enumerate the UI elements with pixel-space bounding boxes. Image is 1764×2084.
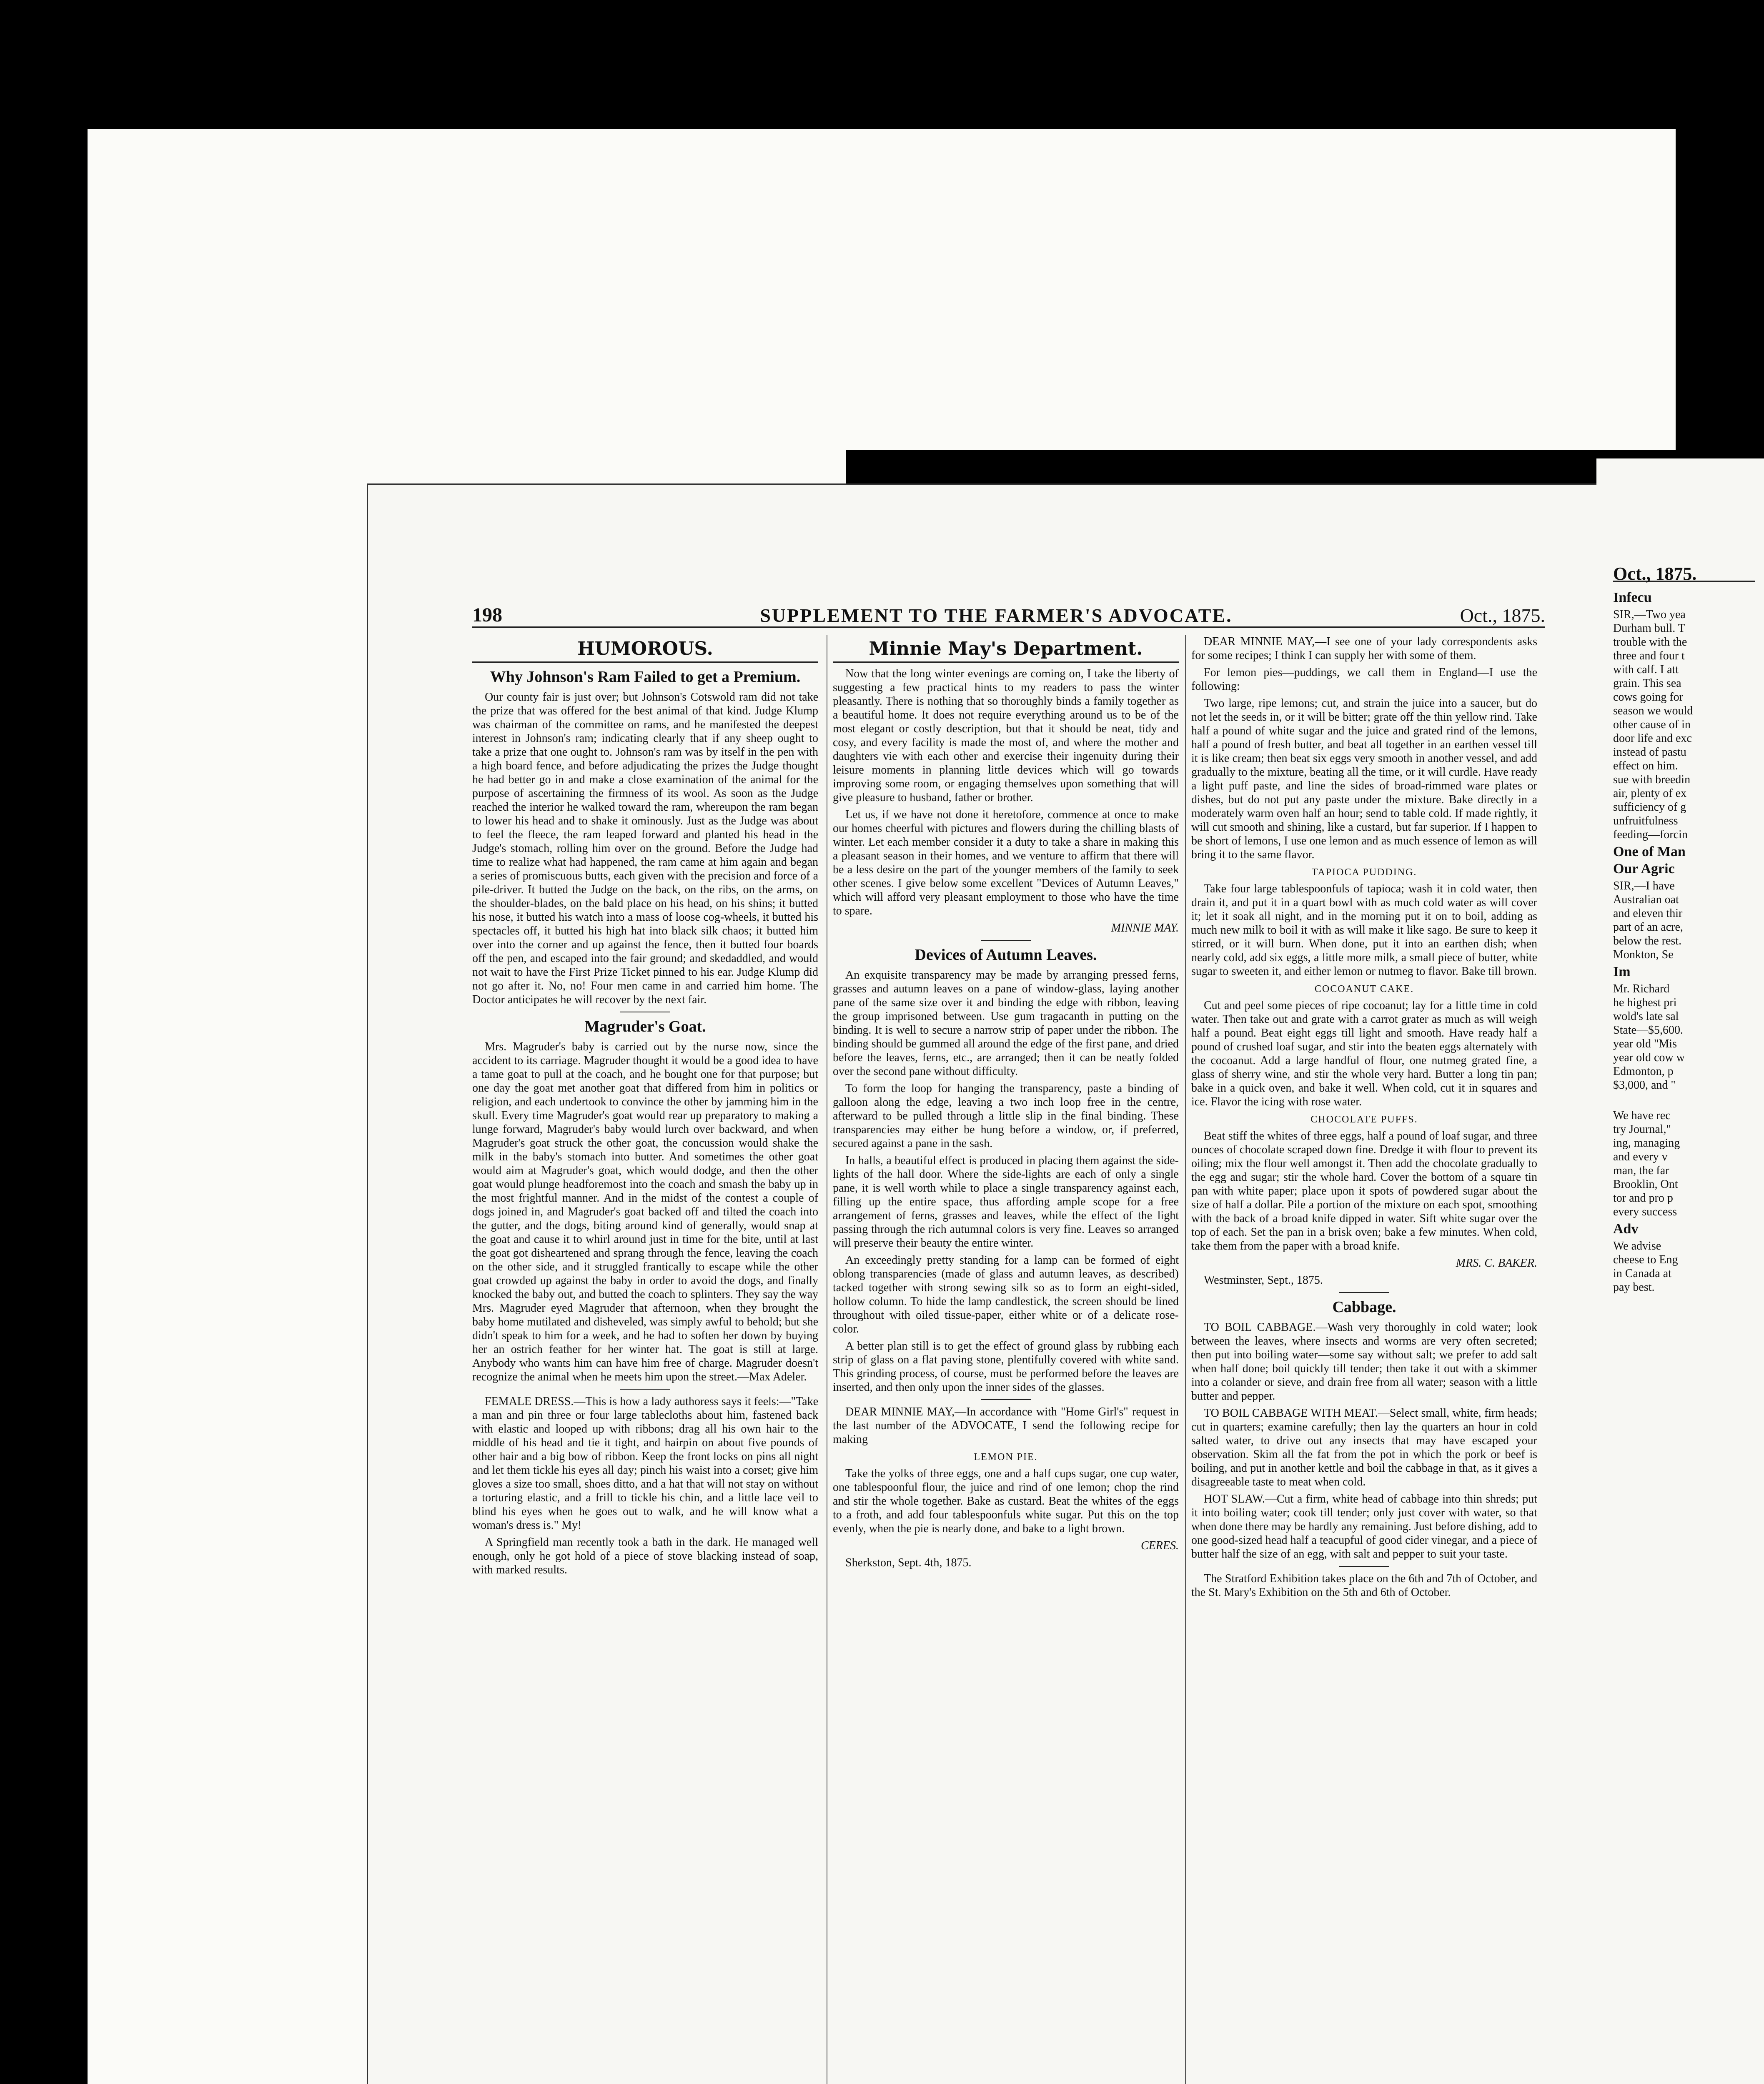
adjacent-line: year old cow w <box>1613 1051 1685 1064</box>
adjacent-heading: Adv <box>1613 1221 1639 1237</box>
adjacent-page-header: Oct., 1875. <box>1613 567 1755 582</box>
adjacent-line: Australian oat <box>1613 893 1679 906</box>
adjacent-line: he highest pri <box>1613 996 1677 1009</box>
adjacent-line: in Canada at <box>1613 1267 1671 1280</box>
divider <box>1339 1566 1389 1567</box>
article-paragraph: An exquisite transparency may be made by arranging pressed ferns, grasses and autumn leaves on a pane of window-glass, laying another pane of the same size over it and binding the edge with ribbon, leaving the group imprisoned between. Use gum tragacanth in putting on the binding. It is well to secure a narrow strip of paper under the ribbon. The binding should be gummed all around the edge of the first pane, and dried before the leaves, ferns, etc., are arranged; then it can be neatly folded over the second pane without difficulty. <box>833 969 1179 1078</box>
adjacent-line: cheese to Eng <box>1613 1253 1678 1266</box>
article-paragraph: TO BOIL CABBAGE WITH MEAT.—Select small, white, firm heads; cut in quarters; examine carefully; then lay the quarters an hour in cold salted water, to drive out any insects that may have escaped your observation. Skim all the fat from the pot in which the pork or beef is boiling, and put in another kettle and boil the cabbage in that, as it gives a disagreeable taste to meat when cold. <box>1191 1407 1537 1488</box>
adjacent-line: and eleven thir <box>1613 907 1683 920</box>
article-paragraph: A better plan still is to get the effect of ground glass by rubbing each strip of glass on a flat paving stone, plentifully covered with white sand. This grinding process, of course, must be performed before the leaves are inserted, and then only upon the inner sides of the glasses. <box>833 1340 1179 1394</box>
page-header <box>472 593 1545 628</box>
article-title: Cabbage. <box>1332 1298 1396 1316</box>
divider <box>981 1399 1031 1400</box>
adjacent-line: Edmonton, p <box>1613 1065 1674 1078</box>
adjacent-line: $3,000, and " <box>1613 1079 1676 1092</box>
divider <box>981 940 1031 941</box>
adjacent-line: tor and pro p <box>1613 1192 1673 1205</box>
section-title-humorous: HUMOROUS. <box>472 640 818 663</box>
adjacent-line: door life and exc <box>1613 732 1692 745</box>
column-rule <box>1185 635 1186 2084</box>
column-minnie-may <box>833 635 1179 1573</box>
adjacent-line: and every v <box>1613 1150 1668 1163</box>
adjacent-line: year old "Mis <box>1613 1037 1677 1050</box>
adjacent-line: air, plenty of ex <box>1613 787 1687 800</box>
adjacent-line: wold's late sal <box>1613 1010 1679 1023</box>
article-paragraph: In halls, a beautiful effect is produced in placing them against the side-lights of the hall door. Where the side-lights are each of only a single pane, it is well worth while to place a single transparency against each, filling up the entire space, thus affording ample scope for a free arrangement of ferns, grasses and leaves, while the effect of the light passing through the rich autumnal colors is very fine. Leaves so arranged will preserve their beauty the entire winter. <box>833 1154 1179 1250</box>
article-paragraph: DEAR MINNIE MAY,—In accordance with "Home Girl's" request in the last number of the ADVOCATE, I send the following recipe for making <box>833 1405 1179 1446</box>
signature: MINNIE MAY. <box>1111 922 1179 934</box>
article-paragraph: FEMALE DRESS.—This is how a lady authoress says it feels:—"Take a man and pin three or four large tablecloths about him, fastened back with elastic and looped up with ribbons; drag all his own hair to the middle of his head and tie it tight, and hairpin on about five pounds of other hair and a big bow of ribbon. Keep the front locks on pins all night and let them tickle his eyes all day; pinch his waist into a corset; give him gloves a size too small, shoes ditto, and a hat that will not stay on without a torturing elastic, and a frill to tickle his chin, and a little lace veil to blind his eyes when he goes out to walk, and he will know what a woman's dress is." My! <box>472 1395 818 1532</box>
section-title-minnie-may: Minnie May's Department. <box>833 640 1179 663</box>
adjacent-line: ing, managing <box>1613 1137 1680 1150</box>
adjacent-line: sufficiency of g <box>1613 801 1686 814</box>
adjacent-lines <box>1613 982 1755 1092</box>
article-paragraph: Let us, if we have not done it heretofore, commence at once to make our homes cheerful with pictures and flowers during the chilling blasts of winter. Let each member consider it a duty to take a share in making this a pleasant season in their homes, and we venture to affirm that there will be a less desire on the part of the younger members of the family to seek other scenes. I give below some excellent "Devices of Autumn Leaves," which will afford very pleasant employment to those who have the time to spare. <box>833 808 1179 917</box>
adjacent-lines <box>1613 1109 1755 1219</box>
article-paragraph: Take the yolks of three eggs, one and a half cups sugar, one cup water, one tablespoonful flour, the juice and rind of one lemon; chop the rind and stir the whole together. Bake as custard. Beat the whites of the eggs to a froth, and add four tablespoonfuls white sugar. Put this on the top evenly, when the pie is nearly done, and bake to a light brown. <box>833 1467 1179 1535</box>
article-paragraph: Cut and peel some pieces of ripe cocoanut; lay for a little time in cold water. Then take out and grate with a carrot grater as much as will weigh half a pound. Beat eight eggs till light and smooth. Have ready half a pound of crushed loaf sugar, and stir into the beaten eggs alternately with the cocoanut. Add a large handful of flour, one nutmeg grated fine, a glass of sherry wine, and stir the whole very hard. Butter a long tin pan; bake in a quick oven, and bake it well. When cold, cut it in squares and ice. Flavor the icing with rose water. <box>1191 999 1537 1108</box>
adjacent-line: part of an acre, <box>1613 921 1683 934</box>
adjacent-heading: One of Man <box>1613 844 1686 859</box>
adjacent-line: We advise <box>1613 1240 1661 1252</box>
adjacent-line: effect on him. <box>1613 759 1678 772</box>
divider <box>1339 1292 1389 1293</box>
adjacent-line: Brooklin, Ont <box>1613 1178 1678 1191</box>
adjacent-line: man, the far <box>1613 1164 1669 1177</box>
article-paragraph: Now that the long winter evenings are coming on, I take the liberty of suggesting a few practical hints to my readers to pass the winter pleasantly. There is nothing that so thoroughly binds a family together as a beautiful home. It does not require everything around us to be of the most elegant or costly description, but that it should be neat, tidy and cosy, and every facility is made the most of, and where the mother and daughters vie with each other and exercise their ingenuity during their leisure moments in planning little devices which will go towards improving some room, or engaging themselves upon something that will give pleasure to husband, father or brother. <box>833 667 1179 804</box>
column-humorous <box>472 635 818 1580</box>
article-paragraph: Two large, ripe lemons; cut, and strain the juice into a saucer, but do not let the seeds in, or it will be bitter; grate off the thin yellow rind. Take half a pound of white sugar and the juice and grated rind of the lemons, half a pound of fresh butter, and beat all together in an earthen vessel till it is like cream; then beat six eggs very smooth in another vessel, and add gradually to the mixture, beating all the time, or it will curdle. Have ready a light puff paste, and line the sides of broad-rimmed ware plates or dishes, but do not put any paste under the mixture. Bake directly in a moderately warm oven half an hour; send to table cold. If made rightly, it will cut smooth and shining, like a custard, but far superior. If I happen to be short of lemons, I use one lemon and as much essence of lemon as will bring it to the same flavor. <box>1191 697 1537 861</box>
newspaper-page <box>367 483 1601 2084</box>
adjacent-line: State—$5,600. <box>1613 1024 1683 1037</box>
recipe-heading: LEMON PIE. <box>974 1452 1038 1463</box>
notice-paragraph: The Stratford Exhibition takes place on the 6th and 7th of October, and the St. Mary's Exhibition on the 5th and 6th of October. <box>1191 1572 1537 1599</box>
article-paragraph: HOT SLAW.—Cut a firm, white head of cabbage into thin shreds; put it into boiling water; cook till tender; only just cover with water, so that when done there may be hardly any remaining. Just before dishing, add to one good-sized head half a teacupful of good cider vinegar, and a piece of butter half the size of an egg, with salt and pepper to suit your taste. <box>1191 1493 1537 1560</box>
recipe-heading: TAPIOCA PUDDING. <box>1311 867 1417 878</box>
article-paragraph: For lemon pies—puddings, we call them in England—I use the following: <box>1191 666 1537 693</box>
divider <box>620 1389 670 1390</box>
adjacent-lines <box>1613 879 1755 962</box>
recipe-heading: COCOANUT CAKE. <box>1314 984 1414 994</box>
adjacent-line: every success <box>1613 1205 1677 1218</box>
adjacent-line: season we would <box>1613 704 1693 717</box>
adjacent-line: pay best. <box>1613 1281 1655 1294</box>
article-paragraph: DEAR MINNIE MAY,—I see one of your lady correspondents asks for some recipes; I think I can supply her with some of them. <box>1191 635 1537 662</box>
adjacent-line: with calf. I att <box>1613 663 1679 676</box>
page-number: 198 <box>472 604 502 626</box>
adjacent-line: instead of pastu <box>1613 746 1686 759</box>
adjacent-lines <box>1613 608 1755 842</box>
dateline: Sherkston, Sept. 4th, 1875. <box>845 1556 972 1569</box>
adjacent-line: trouble with the <box>1613 636 1687 649</box>
adjacent-page-partial <box>1596 458 1764 2084</box>
adjacent-line: feeding—forcin <box>1613 828 1688 841</box>
page-title: SUPPLEMENT TO THE FARMER'S ADVOCATE. <box>760 605 1233 626</box>
adjacent-line: three and four t <box>1613 649 1685 662</box>
article-paragraph: Mrs. Magruder's baby is carried out by the nurse now, since the accident to its carriage. Magruder thought it would be a good idea to have a tame goat to pull at the coach, and he bought one for that purpose; but one day the goat met another goat that differed from him in politics or religion, and each undertook to convince the other by jamming him in the skull. Every time Magruder's goat would rear up preparatory to making a lunge forward, Magruder's baby would lurch over backward, and when Magruder's goat struck the other goat, the concussion would shake the milk in the baby's stomach into butter. And sometimes the other goat would aim at Magruder's goat, which would dodge, and then the other goat would plunge headforemost into the coach and smash the baby up in the most frightful manner. And in the midst of the contest a couple of dogs joined in, and Magruder's goat backed off and tilted the coach into the gutter, and the dogs, biting around kind of generally, would snap at the goat and cause it to whirl around just in time for the bite, until at last the goat got disheartened and sprang through the fence, leaving the coach on the other side, and it struggled frantically to escape while the other goat crowded up against the baby in order to avoid the dogs, and finally knocked the baby out, and butted the coach to splinters. They say the way Mrs. Magruder eyed Magruder that afternoon, when they brought the baby home mutilated and disheveled, was simply awful to behold; but she didn't speak to him for a week, and he had to soften her down by buying her an ostrich feather for her winter hat. The goat is still at large. Anybody who wants him can have him free of charge. Magruder doesn't recognize the animal when he meets him upon the street.—Max Adeler. <box>472 1040 818 1383</box>
adjacent-line: other cause of in <box>1613 718 1691 731</box>
adjacent-line: cows going for <box>1613 691 1683 704</box>
adjacent-line: SIR,—I have <box>1613 879 1675 892</box>
article-paragraph: Our county fair is just over; but Johnson's Cotswold ram did not take the prize that was offered for the best animal of that kind. Judge Klump was chairman of the committee on rams, and he manifested the deepest interest in Johnson's ram; indicating clearly that if any sheep ought to take a prize that one ought to. Johnson's ram was by itself in the pen with a high board fence, and before adjudicating the prizes the Judge thought he had better go in and make a close examination of the animal for the purpose of ascertaining the firmness of its wool. As soon as the Judge reached the interior he walked toward the ram, whereupon the ram began to lower his head and to shake it ominously. Just as the Judge was about to feel the fleece, the ram leaped forward and planted his head in the Judge's stomach, rolling him over on the ground. Before the Judge had time to realize what had happened, the ram came at him again and began a series of promiscuous butts, each given with the precision and force of a pile-driver. It butted the Judge on the back, on the ribs, on the arms, on the shoulder-blades, on the bald place on his head, on his shins; it butted his nose, it butted his watch into a mass of loose cog-wheels, it butted his spectacles off, it butted his high hat into black silk chaos; it butted him over into the corner and up against the fence, then it butted four boards off the pen, and escaped into the fair ground; and skedaddled, and would not wait to have the First Prize Ticket pinned to his ear. Judge Klump did not go after it. No, no! Four men came in and carried him home. The Doctor anticipates he will recover by the next fair. <box>472 691 818 1006</box>
article-paragraph: Take four large tablespoonfuls of tapioca; wash it in cold water, then drain it, and put it in a quart bowl with as much cold water as will cover it; let it soak all night, and in the morning put it on to boil, adding as much new milk to boil it with as will make it like sago. Be sure to keep it stirred, or it will burn. When done, put it into an earthen dish; when nearly cold, add six eggs, a little more milk, a small piece of butter, white sugar to sweeten it, and either lemon or nutmeg to flavor. Bake till brown. <box>1191 882 1537 978</box>
signature: MRS. C. BAKER. <box>1456 1257 1537 1270</box>
adjacent-line: try Journal," <box>1613 1123 1671 1136</box>
adjacent-line: SIR,—Two yea <box>1613 608 1686 621</box>
signature: CERES. <box>1141 1539 1179 1552</box>
adjacent-line: below the rest. <box>1613 934 1682 947</box>
article-title: Why Johnson's Ram Failed to get a Premium. <box>490 668 801 686</box>
adjacent-page-text <box>1613 564 1755 1294</box>
page-date: Oct., 1875. <box>1460 605 1545 626</box>
article-paragraph: To form the loop for hanging the transparency, paste a binding of galloon along the edge, leaving a two inch loop free in the centre, afterward to be pulled through a little slip in the final binding. These transparencies may either be hung before a window, or, if preferred, secured against a pane in the sash. <box>833 1082 1179 1150</box>
adjacent-line: unfruitfulness <box>1613 814 1678 827</box>
adjacent-line: Mr. Richard <box>1613 982 1670 995</box>
article-paragraph: TO BOIL CABBAGE.—Wash very thoroughly in cold water; look between the leaves, where insects and worms are very often secreted; then put into boiling water—some say without salt; we prefer to add salt when half done; boil quickly till tender; then take it out with a skimmer into a colander or sieve, and drain free from all water; season with a little butter and pepper. <box>1191 1321 1537 1403</box>
article-title: Magruder's Goat. <box>584 1018 706 1035</box>
adjacent-line: Monkton, Se <box>1613 948 1674 961</box>
article-paragraph: Beat stiff the whites of three eggs, half a pound of loaf sugar, and three ounces of chocolate scraped down fine. Dredge it with flour to prevent its oiling; mix the flour well amongst it. Then add the chocolate gradually to the egg and sugar; stir the whole hard. Cover the bottom of a square tin pan with white paper; place upon it spots of powdered sugar about the size of half a dollar. Pile a portion of the mixture on each spot, smoothing with the back of a broad knife dipped in water. Sift white sugar over the top of each. Set the pan in a brisk oven; bake a few minutes. When cold, take them from the paper with a broad knife. <box>1191 1130 1537 1252</box>
adjacent-heading: Our Agric <box>1613 861 1675 877</box>
adjacent-line: Durham bull. T <box>1613 622 1685 635</box>
adjacent-heading: Im <box>1613 964 1631 979</box>
column-recipes <box>1191 635 1537 1603</box>
adjacent-lines <box>1613 1239 1755 1294</box>
article-paragraph: An exceedingly pretty standing for a lamp can be formed of eight oblong transparencies (made of glass and autumn leaves, as described) tacked together with strong sewing silk so as to form an eight-sided, hollow column. To hide the lamp candlestick, the screen should be lined throughout with oiled tissue-paper, either white or of a delicate rose-color. <box>833 1254 1179 1335</box>
dateline: Westminster, Sept., 1875. <box>1204 1274 1323 1287</box>
recipe-heading: CHOCOLATE PUFFS. <box>1310 1114 1418 1125</box>
adjacent-line: We have rec <box>1613 1109 1671 1122</box>
background-sheet-upper-right <box>846 129 1676 450</box>
adjacent-heading: Infecu <box>1613 590 1652 605</box>
article-paragraph: A Springfield man recently took a bath in the dark. He managed well enough, only he got hold of a piece of stove blacking instead of soap, with marked results. <box>472 1536 818 1576</box>
article-title: Devices of Autumn Leaves. <box>915 946 1097 964</box>
adjacent-line: sue with breedin <box>1613 773 1691 786</box>
adjacent-line: grain. This sea <box>1613 677 1681 690</box>
